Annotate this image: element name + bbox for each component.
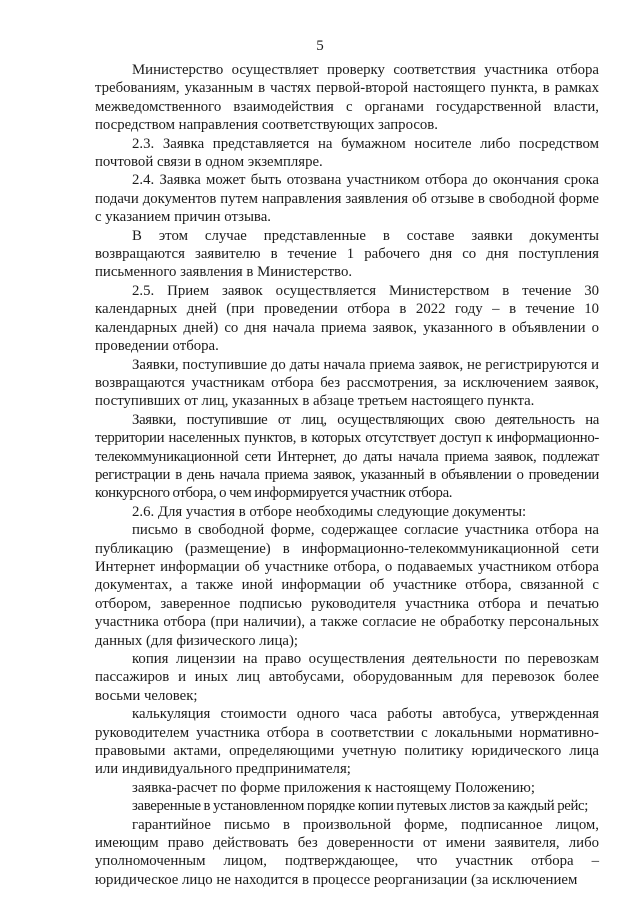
paragraph-2-6: 2.6. Для участия в отборе необходимы следующие документы: — [132, 503, 527, 520]
list-item-license-copy: копия лицензии на право осуществления деятельности по перевозкам пассажиров и иных лиц автобусами, оборудованным для перевозок более восьми человек; — [95, 651, 599, 704]
paragraph-early-applications: Заявки, поступившие до даты начала приема заявок, не регистрируются и возвращаются участникам отбора без рассмотрения, за исключением заявок, поступивших от лиц, указанных в абзаце третьем настоящего пункта. — [95, 356, 599, 410]
paragraph-2-4: 2.4. Заявка может быть отозвана участником отбора до окончания срока подачи документов путем направления заявления об отзыве в свободной форме с указанием причин отзыва. — [95, 172, 599, 226]
paragraph-2-3: 2.3. Заявка представляется на бумажном носителе либо посредством почтовой связи в одном экземпляре. — [95, 135, 599, 171]
document-body — [95, 61, 599, 889]
paragraph-documents-returned: В этом случае представленные в составе заявки документы возвращаются заявителю в течение 1 рабочего дня со дня поступления письменного заявления в Министерство. — [95, 227, 599, 281]
paragraph-no-internet-applications: Заявки, поступившие от лиц, осуществляющих свою деятельность на территории населенных пунктов, в которых отсутствует доступ к информационно-телекоммуникационной сети Интернет, до даты начала приема заявок, подлежат регистрации в день начала приема заявок, указанный в объявлении о проведении конкурсного отбора, о чем информируется участник отбора. — [95, 411, 599, 502]
list-item-application-form: заявка-расчет по форме приложения к настоящему Положению; — [132, 779, 535, 796]
list-item-consent-letter: письмо в свободной форме, содержащее согласие участника отбора на публикацию (размещение) в информационно-телекоммуникационной сети Интернет информации об участнике отбора, о подаваемых участником отбора документах, а также иной информации об участнике отбора, связанной с отбором, заверенное подписью руководителя участника отбора и печатью участника отбора (при наличии), а также согласие не обработку персональных данных (для физического лица); — [95, 522, 599, 649]
page-number: 5 — [316, 38, 324, 54]
list-item-cost-calculation: калькуляция стоимости одного часа работы автобуса, утвержденная руководителем участника отбора в соответствии с локальными нормативно-правовыми актами, определяющими учетную политику юридического лица или индивидуального предпринимателя; — [95, 706, 599, 778]
paragraph-2-5: 2.5. Прием заявок осуществляется Министерством в течение 30 календарных дней (при проведении отбора в 2022 году – в течение 10 календарных дней) со дня начала приема заявок, указанного в объявлении о проведении отбора. — [95, 282, 599, 355]
list-item-guarantee-letter: гарантийное письмо в произвольной форме, подписанное лицом, имеющим право действовать без доверенности от имени заявителя, либо уполномоченным лицом, подтверждающее, что участник отбора – юридическое лицо не находится в процессе реорганизации (за исключением — [95, 816, 599, 888]
list-item-waybill-copies: заверенные в установленном порядке копии путевых листов за каждый рейс; — [132, 798, 589, 815]
paragraph-ministry-verification: Министерство осуществляет проверку соответствия участника отбора требованиям, указанным в частях первой-второй настоящего пункта, в рамках межведомственного взаимодействия с органами государственной власти, посредством направления соответствующих запросов. — [95, 62, 599, 134]
